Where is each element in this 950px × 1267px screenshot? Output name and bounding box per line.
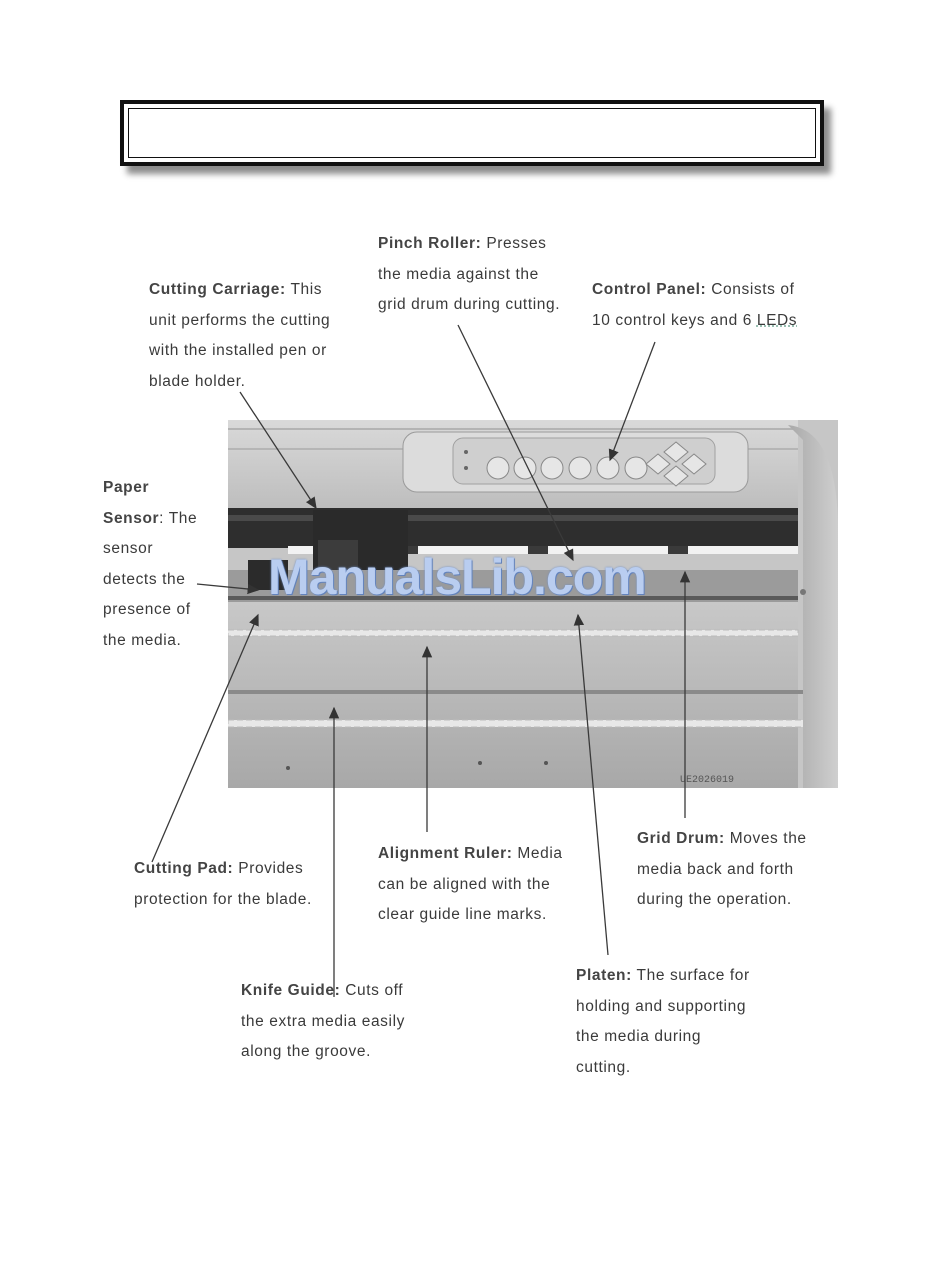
alignment-ruler-line-2: can be aligned with the [378, 875, 551, 893]
alignment-ruler-line-1: Media [517, 845, 563, 862]
control-panel-line-2: 10 control keys and 6 [592, 311, 757, 329]
cutting-carriage-line-4: blade holder. [149, 372, 246, 390]
label-cutting-carriage [149, 275, 330, 397]
grid-drum-title: Grid Drum: [637, 830, 725, 847]
cutting-pad-title: Cutting Pad: [134, 860, 234, 877]
platen-title: Platen: [576, 967, 632, 984]
paper-sensor-line-3: detects the [103, 570, 186, 588]
arrow-control-panel [610, 342, 655, 460]
cutting-pad-line-2: protection for the blade. [134, 890, 312, 908]
cutting-carriage-line-2: unit performs the cutting [149, 311, 331, 329]
arrow-cutting-carriage [240, 392, 316, 508]
pinch-roller-line-2: the media against the [378, 265, 539, 283]
cutting-carriage-line-3: with the installed pen or [149, 342, 327, 359]
label-grid-drum [637, 824, 807, 916]
paper-sensor-line-1: : The [159, 509, 198, 527]
grid-drum-line-1: Moves the [729, 830, 807, 847]
grid-drum-line-3: during the operation. [637, 891, 792, 908]
alignment-ruler-line-3: clear guide line marks. [378, 906, 547, 923]
platen-line-4: cutting. [576, 1058, 631, 1076]
alignment-ruler-title: Alignment Ruler: [378, 845, 513, 862]
serial-number: UE2026019 [680, 775, 735, 786]
arrow-pinch-roller [458, 325, 573, 560]
knife-guide-line-3: along the groove. [241, 1043, 371, 1060]
paper-sensor-title-a: Paper [103, 479, 150, 496]
cutting-carriage-title: Cutting Carriage: [149, 281, 286, 298]
label-cutting-pad [134, 854, 312, 915]
control-panel-leds: LEDs [756, 311, 798, 329]
pinch-roller-line-1: Presses [486, 235, 547, 252]
platen-line-2: holding and supporting [576, 997, 747, 1015]
platen-line-1: The surface for [636, 967, 750, 984]
label-knife-guide [241, 976, 405, 1068]
cutting-carriage-line-1: This [290, 281, 323, 298]
paper-sensor-line-2: sensor [103, 540, 154, 557]
knife-guide-line-1: Cuts off [345, 982, 404, 999]
pinch-roller-title: Pinch Roller: [378, 235, 482, 252]
knife-guide-line-2: the extra media easily [241, 1012, 405, 1030]
label-control-panel [592, 275, 797, 336]
label-paper-sensor [103, 473, 197, 656]
label-platen [576, 961, 750, 1083]
paper-sensor-line-5: the media. [103, 631, 182, 649]
paper-sensor-title-b: Sensor [103, 509, 160, 527]
platen-line-3: the media during [576, 1028, 702, 1045]
arrow-platen [578, 615, 608, 955]
knife-guide-title: Knife Guide: [241, 982, 341, 999]
pinch-roller-line-3: grid drum during cutting. [378, 296, 561, 313]
label-alignment-ruler [378, 839, 563, 931]
label-pinch-roller [378, 229, 560, 321]
control-panel-line-1: Consists of [711, 281, 795, 298]
watermark-text: ManualsLib.com [268, 549, 646, 605]
control-panel-title: Control Panel: [592, 281, 707, 298]
cutting-pad-line-1: Provides [238, 860, 304, 877]
grid-drum-line-2: media back and forth [637, 860, 794, 878]
arrow-paper-sensor [197, 584, 258, 590]
paper-sensor-line-4: presence of [103, 601, 191, 618]
